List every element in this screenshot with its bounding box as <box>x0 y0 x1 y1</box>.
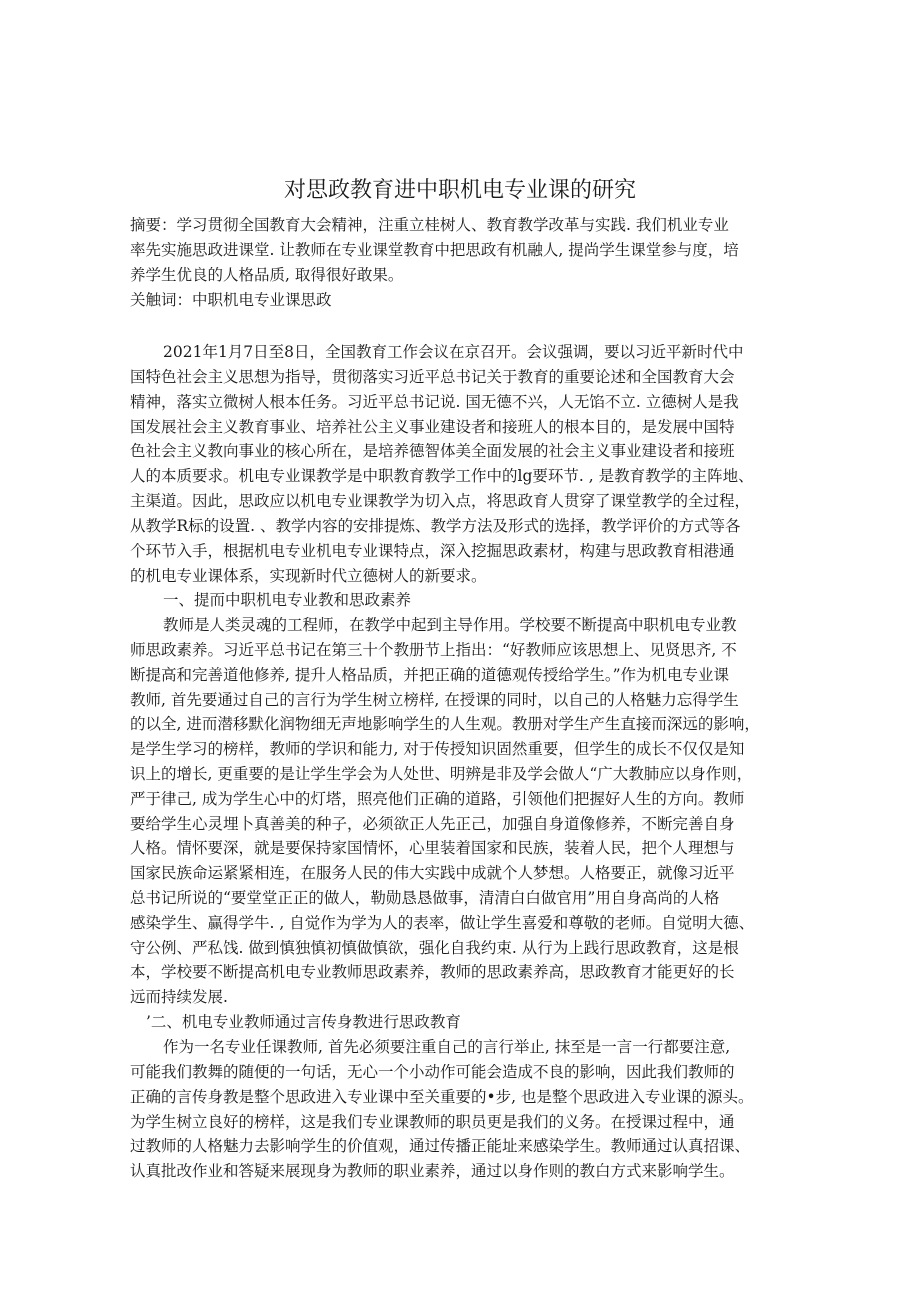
body-line: 守公例、严私饯. 做到慎独慎初慎做慎欲，强化自我约束. 从行为上践行思政教育，这是根 <box>130 939 739 957</box>
body-line: 国家民族命运紧紧相连，在服务人民的伟大实践中成就个人梦想。人格要正，就像习近平 <box>130 864 735 882</box>
body-line: 可能我们教舞的随便的一句话，无心一个小动作可能会造成不良的影响，因此我们教师的 <box>130 1063 735 1081</box>
section-heading: 一、提而中职机电专业教和思政素养 <box>163 591 412 609</box>
body-line: 严于律己, 成为学生心中的灯塔，照亮他们正确的道路，引领他们把握好人生的方向。教师 <box>130 790 745 808</box>
body-line: 精神，落实立微树人根本任务。习近平总书记说. 国无德不兴，人无馅不立. 立德树人是我 <box>130 393 739 411</box>
body-line: 要给学生心灵埋卜真善美的种子，必须欲正人先正己，加强自身道像修养，不断完善自身 <box>130 815 735 833</box>
body-line: 从教学R标的设置. 、教学内容的安排提炼、教学方法及形式的选择，教学评价的方式等各 <box>130 517 741 535</box>
body-line: 感染学生、赢得学牛. , 自觉作为学为人的表率，做让学生喜爱和尊敬的老师。自觉明大德、 <box>130 914 755 932</box>
body-line: 国特色社会主义思想为指导，贯彻落实习近平总书记关于教育的重要论述和全国教育大会 <box>130 368 735 386</box>
body-line: 的机电专业课体系，实现新时代立德树人的新要求。 <box>130 567 487 585</box>
document-title: 对思政教育进中职机电专业课的研究 <box>283 178 636 203</box>
body-line: 正确的言传身教是整个思政进入专业课中至关重要的•步, 也是整个思政进入专业课的源头。 <box>130 1088 754 1106</box>
body-line: 是学生学习的榜样，教师的学识和能力, 对于传授知识固然重要，但学生的成长不仅仅是知 <box>130 740 745 758</box>
body-line: 色社会主义教向事业的核心所在，是培养德智体美全面发展的社会主义事业建设者和接班 <box>130 442 735 460</box>
body-line: 识上的增长, 更重要的是让学生学会为人处世、明辨是非及学会做人“广大教肺应以身作则， <box>130 765 753 783</box>
body-line: 师思政素养。习近平总书记在第三十个教册节上指出：“好教师应该思想上、见贤思齐, 不 <box>130 641 737 659</box>
body-line: 个环节入手，根据机电专业机电专业课特点，深入挖掘思政素材，构建与思政教育相港通 <box>130 542 735 560</box>
body-line: 作为一名专业任课教师, 首先必须要注重自己的言行举止, 抹至是一言一行都要注意, <box>163 1038 731 1056</box>
body-line: 认真批改作业和答疑来展现身为教师的职业素养，通过以身作则的教白方式来影响学生。 <box>130 1162 735 1180</box>
body-line: 断提高和完善道他修养, 提升人格品质，并把正确的道德观传授给学生。”作为机电专业课 <box>130 666 730 684</box>
abstract-line: 率先实施思政进课堂. 让教师在专业课堂教育中把思政有机融人, 提尚学生课堂参与度，培 <box>130 241 739 259</box>
body-line: 的以全, 进而潜移默化润物细无声地影响学生的人生观。教册对学生产生直接而深远的影响， <box>130 715 760 733</box>
abstract-line: 摘要：学习贯彻全国教育大会精神，注重立桂树人、教育教学改革与实践. 我们机业专业 <box>130 216 729 234</box>
body-line: 本，学校要不断提高机电专业教师思政素养，教师的思政素养高，思政教育才能更好的长 <box>130 963 735 981</box>
body-line: 总书记所说的“要堂堂正正的做人，勒勋恳恳做事，清清白白做官用”用自身高尚的人格 <box>130 889 720 907</box>
section-heading: ’二、机电专业教师通过言传身教进行思政教育 <box>146 1013 461 1031</box>
body-line: 过教师的人格魅力去影响学生的价值观，通过传播正能址来感染学生。教师通过认真招课、 <box>130 1137 751 1155</box>
body-line: 人的本质要求。机电专业课教学是中职教育教学工作中的lg要环节. , 是教育教学的主阵地、 <box>130 467 754 485</box>
body-line: 教师, 首先要通过自己的言行为学生树立榜样, 在授课的同时，以自己的人格魅力忘得学生 <box>130 691 739 709</box>
keywords-line: 关触词：中职机电专业课思政 <box>130 291 332 309</box>
body-line: 2021年1月7日至8日，全国教育工作会议在京召开。会议强调，要以习近平新时代中 <box>163 343 744 361</box>
body-line: 人格。情怀要深，就是要保持家国情怀，心里装着国家和民族，装着人民，把个人理想与 <box>130 839 735 857</box>
body-line: 主渠道。因此，思政应以机电专业课教学为切入点，将思政育人贯穿了课堂教学的全过程， <box>130 492 751 510</box>
body-line: 教师是人类灵魂的工程师，在教学中起到主导作用。学校要不断提高中职机电专业教 <box>163 616 737 634</box>
abstract-line: 养学生优良的人格品质, 取得很好敢果。 <box>130 266 404 284</box>
body-line: 远而持续发展. <box>130 988 228 1006</box>
body-line: 国发展社会主义教育事业、培养社公主义事业建设者和接班人的根本目的，是发展中国特 <box>130 418 735 436</box>
body-line: 为学生树立良好的榜样，这是我们专业课教师的职员更是我们的义务。在授课过程中，通 <box>130 1113 735 1131</box>
